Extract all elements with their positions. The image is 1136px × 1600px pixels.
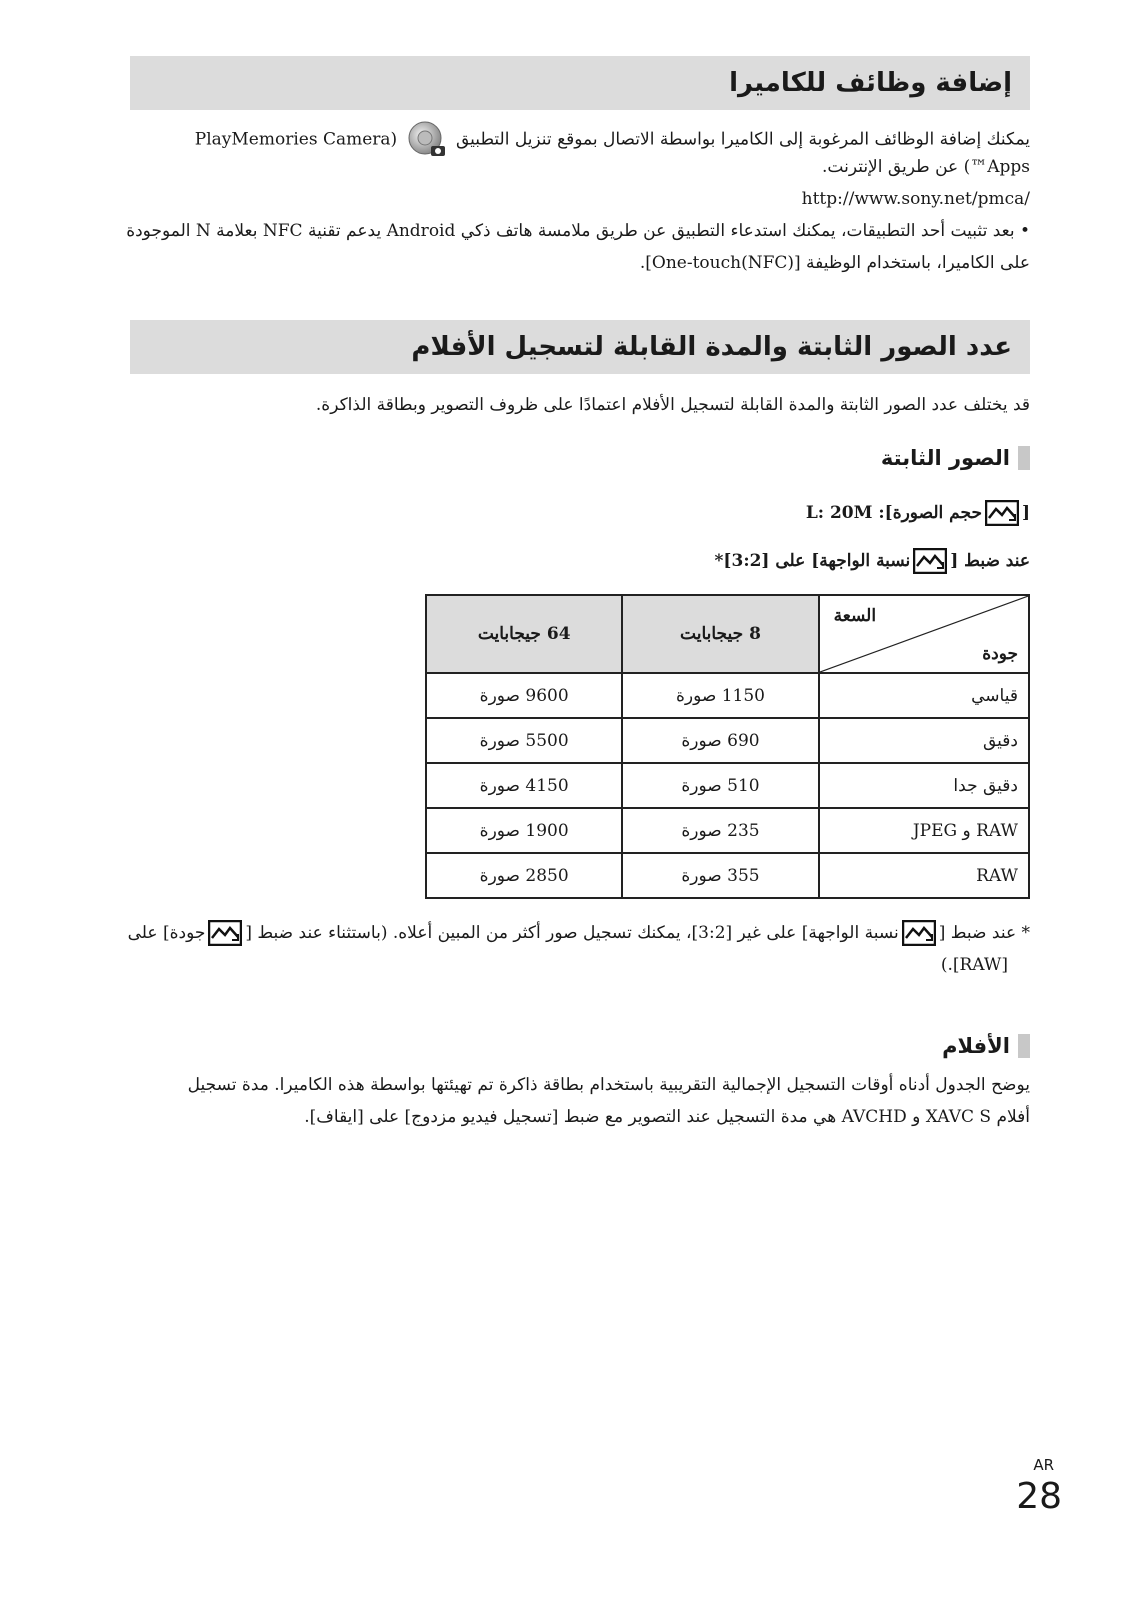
value-cell: 4150 صورة xyxy=(426,763,622,808)
section-header-counts xyxy=(130,320,1030,374)
quality-cell: دقيق xyxy=(819,718,1029,763)
url-line xyxy=(802,184,1030,214)
text: يوضح الجدول أدناه أوقات التسجيل الإجمالية التقريبية باستخدام بطاقة ذاكرة تم تهيئتها بواسطة هذه الكاميرا. مدة تسجيل xyxy=(187,1075,1030,1095)
text: [RAW].) xyxy=(940,955,1008,975)
value-cell: 510 صورة xyxy=(622,763,818,808)
image-size-icon xyxy=(985,500,1019,526)
value-cell: 2850 صورة xyxy=(426,853,622,898)
footnote-line xyxy=(128,918,1030,948)
quality-cell: RAW و JPEG xyxy=(819,808,1029,853)
value-cell: 5500 صورة xyxy=(426,718,622,763)
column-header: 64 جيجابايت xyxy=(426,595,622,673)
movies-paragraph-line xyxy=(188,1070,1030,1100)
subheading-still-images xyxy=(881,446,1030,470)
intro-paragraph xyxy=(316,390,1030,420)
section-header-add-functions xyxy=(130,56,1030,110)
table-header-row xyxy=(426,595,1029,673)
quality-cell: قياسي xyxy=(819,673,1029,718)
text: يمكنك إضافة الوظائف المرغوبة إلى الكاميرا بواسطة الاتصال بموقع تنزيل التطبيق xyxy=(456,129,1030,150)
bullet-line xyxy=(126,216,1030,246)
value-cell: 355 صورة xyxy=(622,853,818,898)
playmemories-camera-icon xyxy=(407,120,447,160)
quality-cell: RAW xyxy=(819,853,1029,898)
text: جودة] على xyxy=(127,923,206,943)
table-row xyxy=(426,763,1029,808)
value-cell: 9600 صورة xyxy=(426,673,622,718)
subheading-marker xyxy=(1018,446,1030,470)
aspect-ratio-line xyxy=(715,548,1030,574)
subheading-marker xyxy=(1018,1034,1030,1058)
text: نسبة الواجهة] على [3:2]* xyxy=(714,551,911,571)
url: http://www.sony.net/pmca/ xyxy=(801,189,1030,209)
page-number: 28 xyxy=(1016,1476,1062,1517)
text: نسبة الواجهة] على غير [3:2]، يمكنك تسجيل صور أكثر من المبين أعلاه. (باستثناء عند ضبط [ xyxy=(245,923,899,943)
footnote-line-continued xyxy=(941,950,1008,980)
value-cell: 1150 صورة xyxy=(622,673,818,718)
text: Apps™) عن طريق الإنترنت. xyxy=(821,157,1030,177)
corner-quality-label: جودة xyxy=(982,644,1018,664)
value-cell: 690 صورة xyxy=(622,718,818,763)
text: عند ضبط [ xyxy=(950,551,1030,571)
subheading-movies xyxy=(942,1034,1030,1058)
subheading-text: الأفلام xyxy=(942,1034,1010,1058)
column-header: 8 جيجابايت xyxy=(622,595,818,673)
quality-icon xyxy=(208,920,242,946)
capacity-table xyxy=(425,594,1030,899)
movies-paragraph-line xyxy=(304,1102,1030,1132)
text: بعد تثبيت أحد التطبيقات، يمكنك استدعاء التطبيق عن طريق ملامسة هاتف ذكي Android يدعم تقنية NFC بعلامة N الموجودة xyxy=(126,221,1015,241)
image-size-line: [ حجم الصورة]: L: 20M xyxy=(806,500,1030,526)
text: قد يختلف عدد الصور الثابتة والمدة القابلة لتسجيل الأفلام اعتمادًا على ظروف التصوير وبطاقة الذاكرة. xyxy=(315,395,1030,415)
text: PlayMemories Camera) xyxy=(194,129,398,150)
value-cell: 1900 صورة xyxy=(426,808,622,853)
text: حجم الصورة]: L: 20M xyxy=(805,503,982,523)
bullet-line-continued xyxy=(640,248,1030,278)
section-title: عدد الصور الثابتة والمدة القابلة لتسجيل الأفلام xyxy=(411,332,1012,362)
paragraph-line xyxy=(822,152,1030,182)
section-title: إضافة وظائف للكاميرا xyxy=(729,68,1012,98)
subheading-text: الصور الثابتة xyxy=(880,446,1010,470)
text: على الكاميرا، باستخدام الوظيفة [One-touch(NFC)]. xyxy=(639,253,1030,273)
bullet-icon: • xyxy=(1014,221,1030,241)
table-row xyxy=(426,853,1029,898)
value-cell: 235 صورة xyxy=(622,808,818,853)
quality-cell: دقيق جدا xyxy=(819,763,1029,808)
table-row xyxy=(426,673,1029,718)
text: * عند ضبط [ xyxy=(938,923,1030,943)
aspect-ratio-icon xyxy=(902,920,936,946)
text: أفلام XAVC S و AVCHD هي مدة التسجيل عند التصوير مع ضبط [تسجيل فيديو مزدوج] على [ايقاف]. xyxy=(304,1107,1030,1127)
table-row xyxy=(426,718,1029,763)
table-row xyxy=(426,808,1029,853)
corner-capacity-label: السعة xyxy=(833,606,877,626)
page-language-label: AR xyxy=(1033,1456,1054,1474)
aspect-ratio-icon xyxy=(913,548,947,574)
corner-cell xyxy=(819,595,1029,673)
